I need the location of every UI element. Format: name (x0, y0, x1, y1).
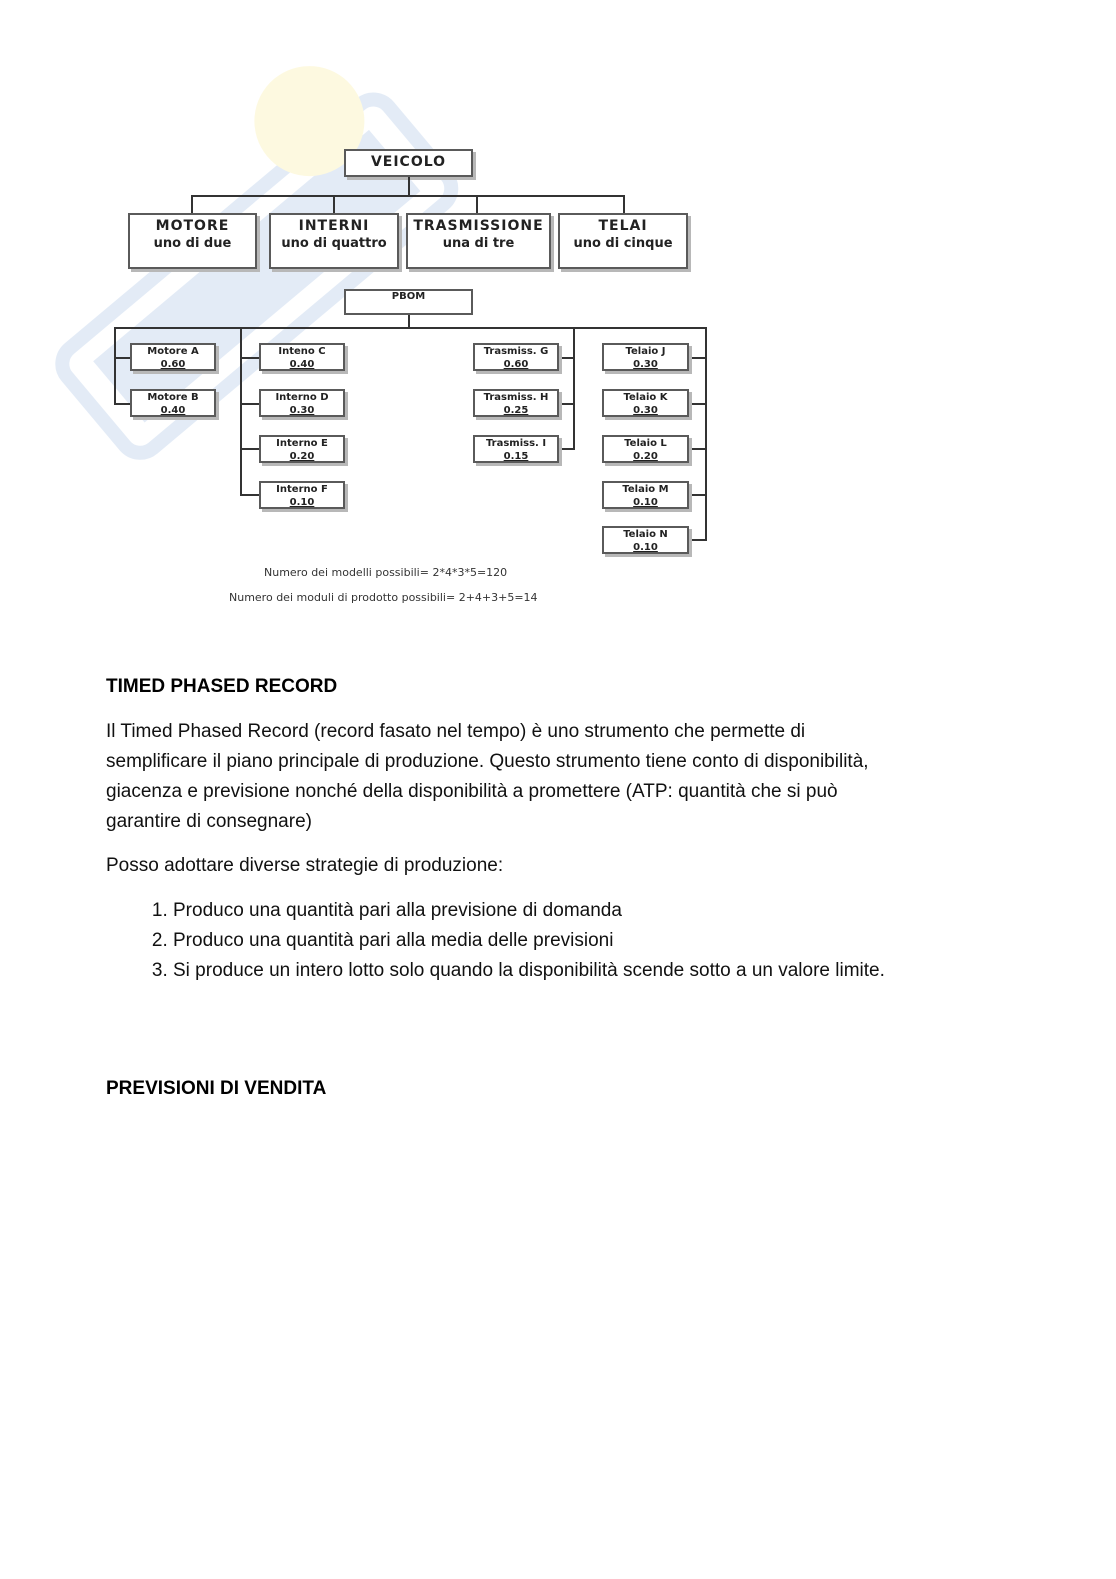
module-box (602, 343, 689, 371)
category-sub: uno di due (153, 236, 232, 251)
category-name: TELAI (598, 218, 648, 234)
module-box (473, 389, 559, 417)
section-heading-previsioni: PREVISIONI DI VENDITA (106, 1078, 327, 1099)
category-sub: uno di cinque (573, 236, 673, 251)
module-box (602, 435, 689, 463)
connector (689, 494, 707, 496)
list-item: 2. Produco una quantità pari alla media delle previsioni (173, 926, 1053, 956)
pbom-box: PBOM (344, 289, 473, 315)
module-value: 0.10 (633, 542, 658, 553)
category-name: MOTORE (155, 218, 230, 234)
connector (240, 327, 242, 495)
connector (689, 357, 707, 359)
module-box (602, 481, 689, 509)
connector (559, 403, 575, 405)
connector (114, 403, 130, 405)
category-trasmissione (406, 213, 551, 269)
connector (240, 357, 259, 359)
category-name: TRASMISSIONE (413, 218, 544, 234)
module-value: 0.10 (633, 497, 658, 508)
connector (191, 195, 625, 197)
connector (114, 327, 707, 329)
module-name: Interno D (275, 392, 329, 403)
connector (623, 195, 625, 214)
category-telai (558, 213, 688, 269)
connector (114, 327, 116, 405)
connector (559, 448, 575, 450)
paragraph-line: semplificare il piano principale di produzione. Questo strumento tiene conto di disponibilità, (106, 751, 869, 772)
connector (240, 403, 259, 405)
module-name: Telaio M (622, 484, 669, 495)
module-box (259, 435, 345, 463)
connector (114, 357, 130, 359)
list-item: 1. Produco una quantità pari alla previsione di domanda (173, 896, 1053, 926)
module-value: 0.30 (633, 405, 658, 416)
module-box (473, 343, 559, 371)
connector (191, 195, 193, 214)
root-box: VEICOLO (344, 149, 473, 177)
category-sub: una di tre (442, 236, 515, 251)
module-value: 0.20 (633, 451, 658, 462)
module-name: Motore B (147, 392, 199, 403)
paragraph-intro (106, 717, 1026, 837)
connector (240, 448, 259, 450)
module-box (130, 389, 216, 417)
paragraph-strategies: Posso adottare diverse strategie di produzione: (106, 855, 504, 876)
module-box (602, 389, 689, 417)
module-name: Telaio J (625, 346, 666, 357)
module-value: 0.15 (503, 451, 529, 462)
connector (476, 195, 478, 214)
category-interni (269, 213, 399, 269)
module-name: Telaio L (624, 438, 667, 449)
note-models: Numero dei modelli possibili= 2*4*3*5=120 (264, 566, 508, 579)
module-value: 0.60 (160, 359, 186, 370)
module-name: Inteno C (278, 346, 326, 357)
module-value: 0.60 (503, 359, 529, 370)
paragraph-line: garantire di consegnare) (106, 811, 312, 832)
connector (559, 357, 575, 359)
module-value: 0.30 (633, 359, 658, 370)
module-name: Interno F (276, 484, 328, 495)
strategy-list (106, 896, 1053, 986)
category-motore (128, 213, 257, 269)
module-name: Telaio K (623, 392, 668, 403)
module-value: 0.40 (289, 359, 315, 370)
module-value: 0.40 (160, 405, 186, 416)
paragraph-line: giacenza e previsione nonché della disponibilità a promettere (ATP: quantità che si può (106, 781, 838, 802)
module-box (473, 435, 559, 463)
list-item: 3. Si produce un intero lotto solo quando la disponibilità scende sotto a un valore limite. (173, 956, 1053, 986)
module-value: 0.30 (289, 405, 315, 416)
connector (333, 195, 335, 214)
module-name: Motore A (147, 346, 199, 357)
module-box (259, 389, 345, 417)
module-name: Telaio N (623, 529, 668, 540)
category-name: INTERNI (298, 218, 370, 234)
connector (689, 448, 707, 450)
connector (573, 327, 575, 450)
module-value: 0.10 (289, 497, 315, 508)
section-heading-timed-phased: TIMED PHASED RECORD (106, 676, 338, 697)
module-value: 0.20 (289, 451, 315, 462)
module-name: Trasmiss. H (483, 392, 549, 403)
module-name: Trasmiss. G (483, 346, 549, 357)
module-box (130, 343, 216, 371)
connector (240, 494, 259, 496)
paragraph-line: Il Timed Phased Record (record fasato nel tempo) è uno strumento che permette di (106, 721, 806, 742)
module-box (259, 481, 345, 509)
module-name: Trasmiss. I (485, 438, 547, 449)
module-box (602, 526, 689, 554)
connector (689, 539, 707, 541)
module-box (259, 343, 345, 371)
connector (408, 177, 410, 196)
module-name: Interno E (276, 438, 328, 449)
note-modules: Numero dei moduli di prodotto possibili= 2+4+3+5=14 (229, 591, 538, 604)
module-value: 0.25 (503, 405, 529, 416)
connector (689, 403, 707, 405)
category-sub: uno di quattro (281, 236, 387, 251)
